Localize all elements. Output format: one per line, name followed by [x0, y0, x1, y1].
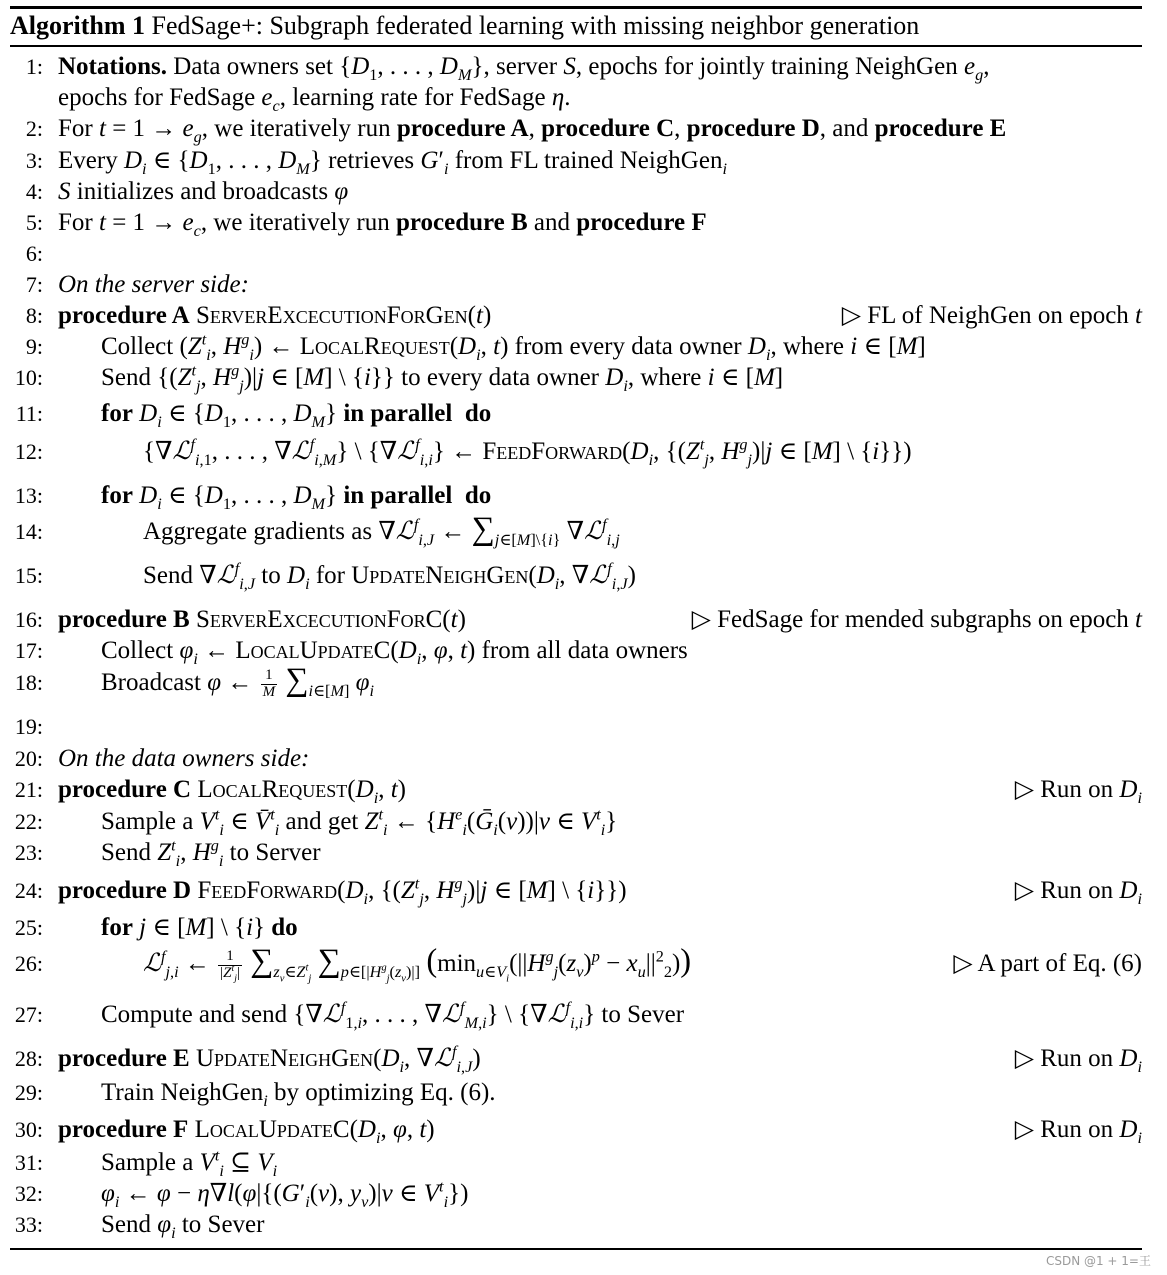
line-number: 26:	[14, 951, 43, 976]
line-text: Collect $\varphi_i$ ← $LocalUpdateC(D_i$, φ, t) from all data owners	[101, 637, 688, 668]
line-comment: ▷ A part of Eq. (6)	[953, 950, 1142, 977]
line-number: 1:	[25, 54, 43, 79]
algo-line-15	[0, 561, 1142, 591]
line-text: procedure A ServerExcecutionForGen(t)	[58, 302, 492, 329]
top-rule	[10, 6, 1142, 9]
line-text: for j ∈ [M] \ {i} do	[101, 914, 298, 941]
algo-line-13	[0, 481, 1142, 511]
line-text: procedure B ServerExcecutionForC(t)	[58, 606, 466, 633]
line-text: Every $D_i$ ∈ {$D_1$, . . . , $D_M$} retrieves $G'_i$ from FL trained NeighGen$_i$	[58, 147, 727, 178]
algo-line-6	[0, 239, 1142, 269]
line-text: Sample a $V^t_i$ ∈ V̄$^t_i$ and get $Z^t_i$ ← {$H^e_i(Ḡ_i(v))|v$ ∈ $V^t_i$}	[101, 805, 618, 839]
line-text: For $t = 1 \to e_c$, we iteratively run procedure B and procedure F	[58, 209, 707, 240]
line-comment: ▷ Run on $D_i$	[1014, 1116, 1142, 1147]
line-text: For $t = 1 \to e_g$, we iteratively run procedure A, procedure C, procedure D, and procedure E	[58, 115, 1007, 146]
line-text: procedure C $LocalRequest(D_i$, t)	[58, 776, 406, 807]
algo-line-9	[0, 332, 1142, 362]
line-number: 19:	[14, 714, 43, 739]
algo-line-7	[0, 270, 1142, 300]
algo-line-19	[0, 712, 1142, 742]
line-number: 3:	[25, 148, 43, 173]
line-text: Aggregate gradients as ∇ℒ$^f_{i,J}$ ← $\sum_{j\in[M]\backslash\{i\}}$ ∇ℒ$^f_{i,j}$	[143, 511, 620, 549]
line-number: 18:	[14, 670, 43, 695]
line-text: Notations. Data owners set {$D_1$, . . . , $D_M$}, server S, epochs for jointly training NeighGen $e_g$,	[58, 53, 990, 84]
algo-line-27	[0, 1000, 1142, 1030]
line-text: procedure D $FeedForward(D_i$, {($Z^t_j$, $H^g_j)|j$ ∈ [M] \ {i}})	[58, 874, 627, 908]
line-number: 7:	[25, 272, 43, 297]
line-number: 8:	[25, 303, 43, 328]
line-text: {∇ℒ$^f_{i,1}$, . . . , ∇ℒ$^f_{i,M}$} \ {∇ℒ$^f_{i,i}$} ← $FeedForward(D_i$, {($Z^t_j$, $H^g_j)|j$ ∈ [M] \ {i}})	[143, 435, 912, 469]
algo-line-26	[0, 943, 1142, 985]
line-number: 24:	[14, 878, 43, 903]
line-number: 2:	[25, 116, 43, 141]
caption-title: FedSage+: Subgraph federated learning with missing neighbor generation	[151, 11, 920, 40]
line-text: procedure E $UpdateNeighGen(D_i$, ∇ℒ$^f_{i,J}$)	[58, 1042, 481, 1076]
algo-line-1	[0, 52, 1142, 82]
line-text: S initializes and broadcasts φ	[58, 178, 349, 205]
algo-line-17	[0, 636, 1142, 666]
line-number: 23:	[14, 840, 43, 865]
line-comment: ▷ FL of NeighGen on epoch t	[841, 302, 1142, 329]
algo-line-11	[0, 399, 1142, 429]
algo-line-5	[0, 208, 1142, 238]
line-text: Send $\varphi_i$ to Sever	[101, 1211, 265, 1242]
algorithm-caption	[10, 11, 919, 41]
algo-line-25	[0, 913, 1142, 943]
line-number: 28:	[14, 1046, 43, 1071]
line-number: 33:	[14, 1212, 43, 1237]
line-text: epochs for FedSage $e_c$, learning rate for FedSage η.	[58, 84, 571, 115]
bottom-rule	[10, 1248, 1142, 1250]
line-number: 14:	[14, 519, 43, 544]
line-text: Send ∇ℒ$^f_{i,J}$ to $D_i$ for $UpdateNeighGen(D_i$, ∇ℒ$^f_{i,J}$)	[143, 559, 636, 593]
line-comment: ▷ Run on $D_i$	[1014, 1045, 1142, 1076]
line-text: Compute and send {∇ℒ$^f_{1,i}$, . . . , ∇ℒ$^f_{M,i}$} \ {∇ℒ$^f_{i,i}$} to Sever	[101, 998, 685, 1032]
line-text: procedure F $LocalUpdateC(D_i$, φ, t)	[58, 1116, 435, 1147]
algo-line-30	[0, 1115, 1142, 1145]
line-text: Collect ($Z^t_i$, $H^g_i$) ← $LocalRequest(D_i$, t) from every data owner $D_i$, where i ∈ [M]	[101, 330, 926, 364]
line-text: for $D_i$ ∈ {$D_1$, . . . , $D_M$} in parallel do	[101, 482, 492, 513]
algo-line-12	[0, 437, 1142, 467]
algo-line-8	[0, 301, 1142, 331]
algo-line-20	[0, 744, 1142, 774]
line-number: 17:	[14, 638, 43, 663]
line-text: Send {($Z^t_j$, $H^g_j)|j$ ∈ [M] \ {i}} to every data owner $D_i$, where i ∈ [M]	[101, 361, 784, 395]
algo-line-22	[0, 807, 1142, 837]
line-text: On the data owners side:	[58, 745, 310, 772]
algo-line-3	[0, 146, 1142, 176]
line-number: 31:	[14, 1150, 43, 1175]
line-number: 25:	[14, 915, 43, 940]
watermark: CSDN @1 + 1=王	[1045, 1254, 1151, 1268]
line-number: 10:	[14, 365, 43, 390]
algo-line-1-cont	[0, 83, 1142, 113]
algo-line-4	[0, 177, 1142, 207]
line-number: 22:	[14, 809, 43, 834]
line-text: $\varphi_i$ ← $\varphi - \eta\nabla l(\varphi|\{(G'_i(v)$, $y_v)|v$ ∈ $V^t_i$})	[101, 1177, 469, 1211]
algo-line-29	[0, 1078, 1142, 1108]
line-text: Broadcast φ ← $\frac{1}{M}$ $\sum_{i\in[M]}$ $\varphi_i$	[101, 662, 375, 700]
line-number: 20:	[14, 746, 43, 771]
line-number: 30:	[14, 1117, 43, 1142]
algo-line-33	[0, 1210, 1142, 1240]
algo-line-2	[0, 114, 1142, 144]
line-text: Sample a $V^t_i$ ⊆ $V_i$	[101, 1146, 278, 1180]
line-comment: ▷ Run on $D_i$	[1014, 776, 1142, 807]
line-text: ℒ$^f_{j,i}$ ← $\frac{1}{|Z^t_j|}$ $\sum_{z_v\in Z^t_j}$ $\sum_{p\in[|H^g_j(z_v)|]}$ $(\min_{u\in V_i}(||H^g_j(z_v)^p - x_u||^2_2))$	[143, 943, 692, 985]
algo-line-32	[0, 1179, 1142, 1209]
algo-line-24	[0, 876, 1142, 906]
line-number: 32:	[14, 1181, 43, 1206]
line-text: for $D_i$ ∈ {$D_1$, . . . , $D_M$} in parallel do	[101, 400, 492, 431]
algo-line-18	[0, 662, 1142, 700]
line-number: 27:	[14, 1002, 43, 1027]
line-text: Send $Z^t_i$, $H^g_i$ to Server	[101, 836, 321, 870]
line-number: 29:	[14, 1080, 43, 1105]
line-number: 5:	[25, 210, 43, 235]
algo-line-16	[0, 605, 1142, 635]
line-number: 11:	[15, 401, 43, 426]
line-text: Train NeighGen$_i$ by optimizing Eq. (6).	[101, 1079, 496, 1110]
caption-label: Algorithm 1	[10, 11, 146, 40]
line-number: 12:	[14, 439, 43, 464]
line-number: 9:	[25, 334, 43, 359]
algo-line-28	[0, 1044, 1142, 1074]
algo-line-31	[0, 1148, 1142, 1178]
caption-rule	[10, 45, 1142, 47]
line-number: 16:	[14, 607, 43, 632]
line-number: 21:	[14, 777, 43, 802]
line-text: On the server side:	[58, 271, 249, 298]
line-number: 13:	[14, 483, 43, 508]
algo-line-21	[0, 775, 1142, 805]
line-comment: ▷ FedSage for mended subgraphs on epoch t	[691, 606, 1142, 633]
line-comment: ▷ Run on $D_i$	[1014, 877, 1142, 908]
line-number: 6:	[25, 241, 43, 266]
line-number: 15:	[14, 563, 43, 588]
algo-line-14	[0, 511, 1142, 549]
line-number: 4:	[25, 179, 43, 204]
algo-line-10	[0, 363, 1142, 393]
algo-line-23	[0, 838, 1142, 868]
